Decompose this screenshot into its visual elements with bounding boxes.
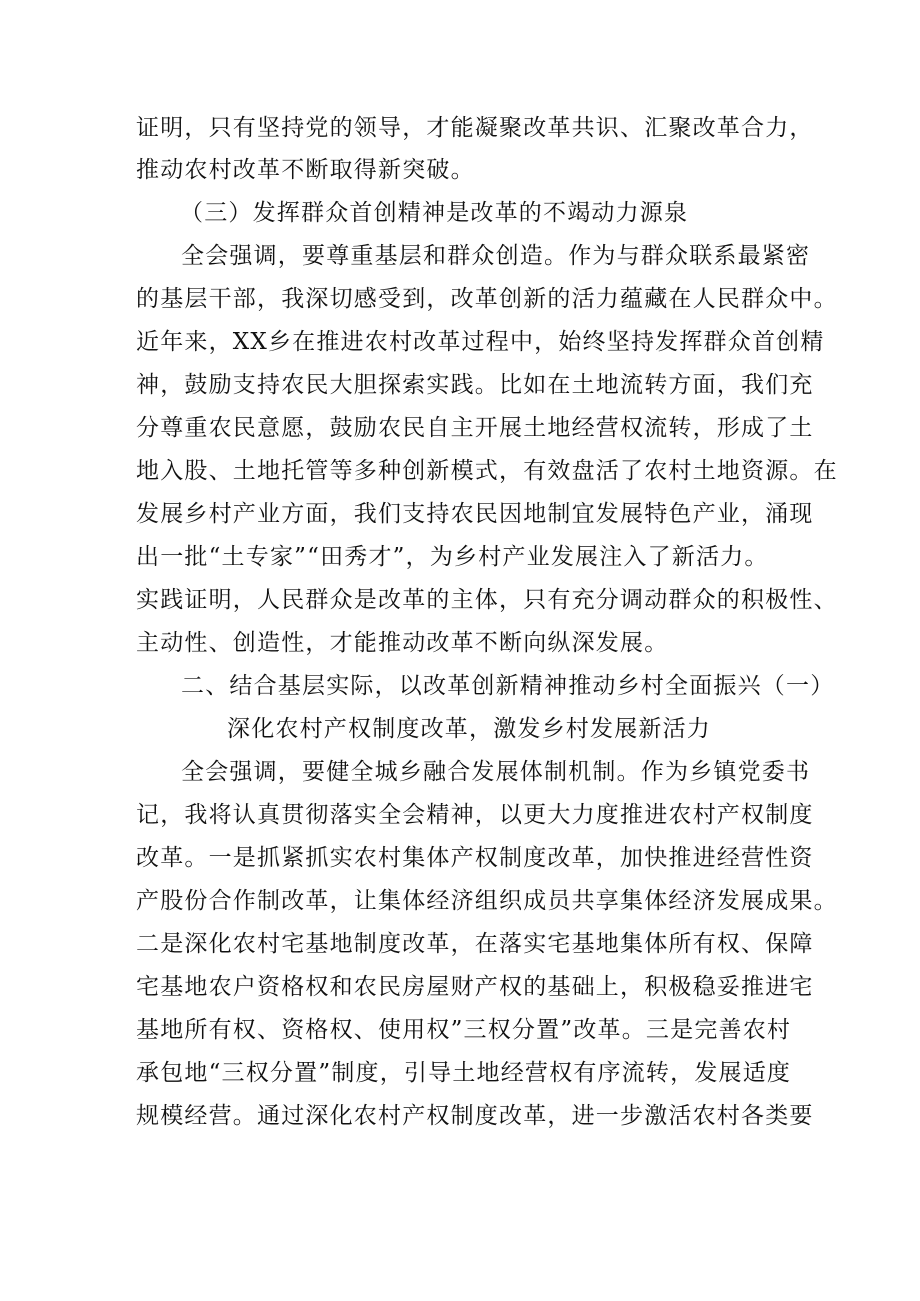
body-text-line: 分尊重农民意愿，鼓励农民自主开展土地经营权流转，形成了土	[136, 415, 814, 441]
body-text-line: 神，鼓励支持农民大胆探索实践。比如在土地流转方面，我们充	[136, 372, 814, 398]
body-text-line: 改革。一是抓紧抓实农村集体产权制度改革，加快推进经营性资	[136, 845, 814, 871]
body-text-line: 证明，只有坚持党的领导，才能凝聚改革共识、汇聚改革合力，	[136, 115, 814, 141]
chapter-heading: 二、结合基层实际，以改革创新精神推动乡村全面振兴（一）	[181, 673, 835, 699]
body-text-line: 实践证明，人民群众是改革的主体，只有充分调动群众的积极性、	[136, 587, 838, 613]
body-text-line: 出一批“土专家”“田秀才”，为乡村产业发展注入了新活力。	[136, 544, 769, 570]
body-text-line: 主动性、创造性，才能推动改革不断向纵深发展。	[136, 630, 669, 656]
body-text-line: 承包地“三权分置”制度，引导土地经营权有序流转，发展适度	[136, 1060, 792, 1086]
body-text-line: 二是深化农村宅基地制度改革，在落实宅基地集体所有权、保障	[136, 931, 814, 957]
body-text-line: 全会强调，要健全城乡融合发展体制机制。作为乡镇党委书	[181, 759, 811, 785]
section-heading: （三）发挥群众首创精神是改革的不竭动力源泉	[180, 200, 689, 226]
body-text-line: 全会强调，要尊重基层和群众创造。作为与群众联系最紧密	[181, 243, 811, 269]
body-text-line: 发展乡村产业方面，我们支持农民因地制宜发展特色产业，涌现	[136, 501, 814, 527]
body-text-line: 近年来，XX乡在推进农村改革过程中，始终坚持发挥群众首创精	[136, 329, 825, 355]
body-text-line: 产股份合作制改革，让集体经济组织成员共享集体经济发展成果。	[136, 888, 838, 914]
body-text-line: 宅基地农户资格权和农民房屋财产权的基础上，积极稳妥推进宅	[136, 974, 814, 1000]
body-text-line: 地入股、土地托管等多种创新模式，有效盘活了农村土地资源。在	[136, 458, 838, 484]
body-text-line: 基地所有权、资格权、使用权”三权分置”改革。三是完善农村	[136, 1017, 792, 1043]
body-text-line: 的基层干部，我深切感受到，改革创新的活力蕴藏在人民群众中。	[136, 286, 838, 312]
body-text-line: 推动农村改革不断取得新突破。	[136, 157, 475, 183]
body-text-line: 记，我将认真贯彻落实全会精神，以更大力度推进农村产权制度	[136, 802, 814, 828]
body-text-line: 规模经营。通过深化农村产权制度改革，进一步激活农村各类要	[136, 1103, 814, 1129]
subsection-heading: 深化农村产权制度改革，激发乡村发展新活力	[227, 716, 711, 742]
